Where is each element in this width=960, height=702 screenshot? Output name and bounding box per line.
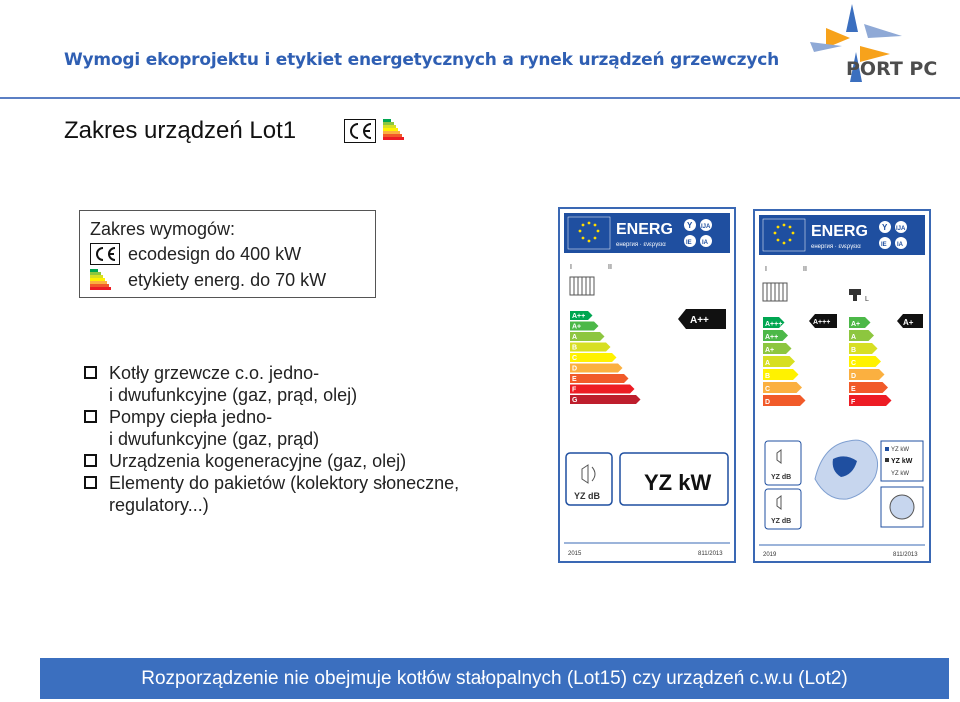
ce-mark-icon	[344, 119, 376, 143]
energy-class-label: C	[572, 355, 578, 362]
energy-class-label: A++	[572, 313, 586, 320]
requirement-labels: etykiety energ. do 70 kW	[128, 270, 327, 290]
radiator-icon	[763, 283, 787, 301]
energy-class-bar	[849, 395, 892, 406]
ce-mark-icon	[90, 243, 120, 265]
rating-arrow-heating	[809, 314, 837, 328]
radiator-icon	[570, 277, 594, 295]
energ-wordmark: ENERG	[811, 223, 868, 240]
energy-label-icon	[383, 119, 405, 141]
list-item: Elementy do pakietów (kolektory słoneczne, regulatory...)	[80, 472, 550, 516]
header-title: Wymogi ekoprojektu i etykiet energetycznych a rynek urządzeń grzewczych	[64, 50, 780, 70]
svg-text:A+: A+	[903, 318, 914, 327]
energy-class-label: A	[851, 334, 857, 341]
requirements-box	[79, 210, 376, 298]
svg-text:IJA: IJA	[701, 224, 711, 230]
energy-label-icon	[90, 269, 112, 291]
svg-text:IA: IA	[702, 240, 708, 246]
svg-text:2019: 2019	[763, 552, 777, 558]
energy-class-label: A++	[765, 334, 779, 341]
requirement-ecodesign: ecodesign do 400 kW	[128, 244, 302, 264]
header-divider	[0, 97, 960, 99]
energy-class-label: A	[765, 360, 771, 367]
footer-banner: Rozporządzenie nie obejmuje kotłów stałopalnych (Lot15) czy urządzeń c.w.u (Lot2)	[40, 658, 949, 699]
energy-class-label: B	[572, 344, 578, 352]
list-item: Kotły grzewcze c.o. jedno- i dwufunkcyjne (gaz, prąd, olej)	[80, 362, 550, 406]
svg-text:IJA: IJA	[896, 226, 906, 232]
svg-text:A+++: A+++	[813, 319, 831, 326]
clock-icon	[890, 495, 914, 519]
energy-class-label: C	[851, 360, 857, 367]
svg-text:YZ kW: YZ kW	[891, 458, 913, 465]
energy-class-label: A+	[851, 321, 861, 328]
energy-class-label: C	[765, 386, 771, 393]
energ-subtitle: енергия · ενεργεια	[811, 244, 861, 250]
list-item: Urządzenia kogeneracyjne (gaz, olej)	[80, 450, 550, 472]
energy-class-label: B	[851, 347, 857, 354]
svg-text:IE: IE	[686, 240, 692, 246]
list-item: Pompy ciepła jedno- i dwufunkcyjne (gaz, prąd)	[80, 406, 550, 450]
svg-text:I: I	[570, 264, 572, 271]
svg-text:YZ dB: YZ dB	[574, 491, 600, 501]
energy-class-bar	[570, 385, 635, 394]
svg-text:811/2013: 811/2013	[698, 551, 723, 557]
svg-text:811/2013: 811/2013	[893, 552, 918, 558]
checkbox-bullet-icon	[84, 366, 97, 379]
checkbox-bullet-icon	[84, 476, 97, 489]
energy-class-bar	[570, 395, 641, 404]
requirements-heading: Zakres wymogów:	[90, 219, 236, 239]
svg-text:YZ kW: YZ kW	[891, 447, 909, 453]
svg-text:Y: Y	[687, 221, 693, 230]
energy-class-label: E	[851, 386, 856, 393]
port-pc-logo-icon	[790, 2, 950, 94]
svg-text:YZ dB: YZ dB	[771, 474, 792, 481]
svg-text:YZ dB: YZ dB	[771, 518, 792, 525]
rating-arrow	[678, 309, 726, 329]
energy-class-label: D	[765, 399, 771, 406]
energy-class-label: A+++	[765, 321, 783, 328]
energy-class-label: G	[572, 397, 578, 404]
energy-label-combination	[753, 209, 931, 563]
energy-class-label: A+	[572, 323, 582, 331]
energy-class-label: F	[851, 399, 856, 406]
svg-text:Y: Y	[882, 223, 888, 232]
svg-text:II: II	[608, 264, 612, 271]
svg-text:I: I	[765, 266, 767, 273]
energy-class-bar	[570, 374, 629, 383]
energy-class-label: F	[572, 386, 577, 394]
energy-class-label: B	[765, 373, 771, 380]
energy-label-boiler	[558, 207, 736, 563]
logo-text: PORT PC	[846, 58, 938, 80]
svg-text:YZ kW: YZ kW	[644, 470, 712, 495]
slide-title: Zakres urządzeń Lot1	[64, 117, 297, 144]
energy-class-label: A	[572, 334, 578, 341]
energ-subtitle: енергия · ενεργεια	[616, 242, 666, 248]
svg-text:A++: A++	[690, 315, 709, 326]
energy-class-label: D	[572, 365, 578, 373]
energ-wordmark: ENERG	[616, 221, 673, 238]
energy-class-label: D	[851, 373, 857, 380]
device-list	[80, 362, 550, 516]
svg-text:IA: IA	[897, 242, 903, 248]
svg-text:2015: 2015	[568, 551, 582, 557]
svg-text:IE: IE	[881, 242, 887, 248]
energy-class-label: A+	[765, 347, 775, 354]
svg-text:YZ kW: YZ kW	[891, 471, 909, 477]
svg-text:L: L	[865, 296, 869, 303]
svg-text:II: II	[803, 266, 807, 273]
energy-class-bar	[570, 364, 623, 373]
checkbox-bullet-icon	[84, 454, 97, 467]
checkbox-bullet-icon	[84, 410, 97, 423]
energy-class-label: E	[572, 376, 577, 383]
